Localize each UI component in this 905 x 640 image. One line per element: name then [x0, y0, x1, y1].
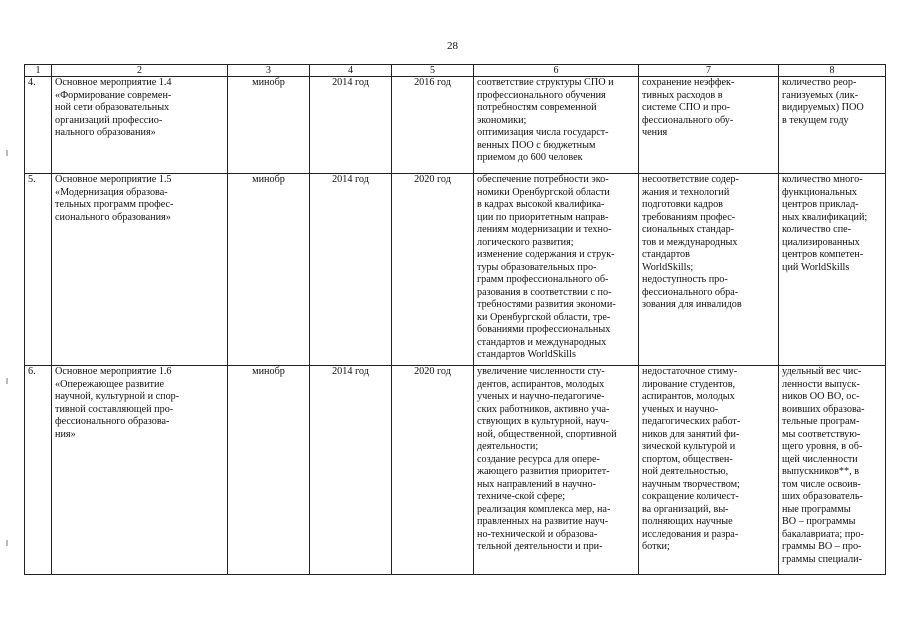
left-margin-mark	[6, 150, 8, 156]
cell-line: «Модернизация образова-	[55, 186, 168, 198]
cell-line: сионального образования»	[55, 211, 171, 223]
cell-line: ученых и научно-	[642, 403, 719, 415]
cell-line: ВО – программы	[782, 516, 856, 527]
cell-line: тельных программ профес-	[55, 199, 174, 210]
cell-line: номики Оренбургской области	[477, 186, 610, 198]
consequences-cell	[639, 366, 779, 575]
start-year-cell: 2014 год	[310, 77, 392, 174]
table-row	[25, 174, 886, 366]
column-header: 1	[25, 65, 52, 77]
cell-line: ников ОО ВО, ос-	[782, 391, 860, 402]
cell-line: но-технической и образова-	[477, 528, 598, 540]
cell-line: ганизуемых (лик-	[782, 89, 859, 101]
cell-line: ленности выпуск-	[782, 378, 860, 390]
cell-line: тельные програм-	[782, 416, 860, 427]
cell-line: изменение содержания и струк-	[477, 249, 615, 260]
cell-line: реализация комплекса мер, на-	[477, 503, 611, 515]
cell-line: требностями развития экономи-	[477, 299, 616, 310]
cell-line: сиональных стандар-	[642, 224, 735, 235]
cell-line: центров приклад-	[782, 199, 859, 210]
cell-line: оптимизация числа государст-	[477, 127, 609, 138]
left-margin-mark	[6, 378, 8, 384]
cell-line: сокращение количест-	[642, 491, 739, 502]
executor-cell: минобр	[228, 77, 310, 174]
cell-line: ботки;	[642, 541, 670, 552]
end-year-cell: 2016 год	[392, 77, 474, 174]
cell-line: аспирантов, молодых	[642, 391, 735, 402]
cell-line: «Опережающее развитие	[55, 378, 164, 390]
cell-line: сохранение неэффек-	[642, 77, 735, 88]
column-header: 8	[779, 65, 886, 77]
indicators-cell	[779, 174, 886, 366]
table-row	[25, 366, 886, 575]
page-number: 28	[447, 40, 458, 52]
cell-line: выпускников**, в	[782, 466, 860, 477]
cell-line: ных направлений в научно-	[477, 478, 596, 490]
expected-result-cell	[474, 77, 639, 174]
cell-line: разования в соответствии с по-	[477, 286, 612, 298]
cell-line: граммы ВО – про-	[782, 541, 862, 552]
cell-line: количество реор-	[782, 77, 857, 88]
cell-line: количество спе-	[782, 224, 852, 235]
cell-line: щей численности	[782, 453, 858, 465]
cell-line: фессионального обу-	[642, 114, 734, 126]
left-margin-mark	[6, 540, 8, 546]
cell-line: лениям модернизации и техно-	[477, 224, 612, 235]
cell-line: бованиями профессиональных	[477, 324, 611, 335]
start-year-cell: 2014 год	[310, 366, 392, 575]
cell-line: WorldSkills;	[642, 261, 694, 273]
cell-line: спортом, обществен-	[642, 453, 733, 465]
activity-name-cell	[52, 174, 228, 366]
cell-line: стандартов WorldSkills	[477, 349, 576, 360]
cell-line: «Формирование современ-	[55, 89, 172, 101]
cell-line: тивной составляющей про-	[55, 403, 174, 415]
cell-line: стандартов	[642, 249, 690, 260]
cell-line: удельный вес чис-	[782, 366, 862, 377]
cell-line: том числе освоив-	[782, 478, 861, 490]
executor-cell: минобр	[228, 174, 310, 366]
cell-line: туры образовательных про-	[477, 261, 597, 273]
indicators-cell	[779, 366, 886, 575]
cell-line: Основное мероприятие 1.5	[55, 174, 172, 185]
cell-line: потребностям современной	[477, 102, 597, 113]
cell-line: ных квалификаций;	[782, 211, 868, 223]
cell-line: ций WorldSkills	[782, 261, 850, 273]
cell-line: чения	[642, 127, 668, 138]
cell-line: приемом до 600 человек	[477, 152, 583, 163]
cell-line: жания и технологий	[642, 186, 730, 198]
cell-line: правленных на развитие науч-	[477, 516, 609, 527]
cell-line: требованиям профес-	[642, 211, 736, 223]
cell-line: ников для занятий фи-	[642, 428, 740, 440]
cell-line: техниче-ской сфере;	[477, 491, 566, 502]
cell-line: воивших образова-	[782, 403, 865, 415]
cell-line: тельной деятельности и при-	[477, 541, 603, 552]
cell-line: стандартов и международных	[477, 336, 607, 348]
end-year-cell: 2020 год	[392, 366, 474, 575]
cell-line: недоступность про-	[642, 274, 728, 285]
row-number-cell: 5.	[25, 174, 52, 366]
activity-name-cell	[52, 77, 228, 174]
cell-line: количество много-	[782, 174, 863, 185]
cell-line: Основное мероприятие 1.4	[55, 77, 172, 88]
row-number-cell: 4.	[25, 77, 52, 174]
executor-cell: минобр	[228, 366, 310, 575]
consequences-cell	[639, 174, 779, 366]
column-header: 4	[310, 65, 392, 77]
cell-line: тов и международных	[642, 236, 738, 248]
cell-line: фессионального обра-	[642, 286, 739, 298]
cell-line: в текущем году	[782, 114, 849, 126]
cell-line: организаций профессио-	[55, 114, 163, 126]
cell-line: увеличение численности сту-	[477, 366, 605, 377]
cell-line: ва организаций, вы-	[642, 503, 729, 515]
column-header: 2	[52, 65, 228, 77]
cell-line: фессионального образова-	[55, 416, 170, 427]
cell-line: жающего развития приоритет-	[477, 466, 610, 477]
table-row	[25, 77, 886, 174]
cell-line: подготовки кадров	[642, 199, 723, 210]
cell-line: мы соответствую-	[782, 428, 861, 440]
cell-line: ствующих в культурной, науч-	[477, 416, 609, 427]
column-header: 6	[474, 65, 639, 77]
cell-line: соответствие структуры СПО и	[477, 77, 614, 88]
start-year-cell: 2014 год	[310, 174, 392, 366]
cell-line: ских работников, активно уча-	[477, 403, 610, 415]
cell-line: ной деятельностью,	[642, 466, 729, 477]
cell-line: циализированных	[782, 236, 860, 248]
cell-line: дентов, аспирантов, молодых	[477, 378, 605, 390]
expected-result-cell	[474, 366, 639, 575]
cell-line: функциональных	[782, 186, 858, 198]
cell-line: ной, общественной, спортивной	[477, 428, 617, 440]
cell-line: деятельности;	[477, 441, 539, 452]
cell-line: педагогических работ-	[642, 416, 741, 427]
cell-line: ки Оренбургской области, тре-	[477, 311, 611, 323]
end-year-cell: 2020 год	[392, 174, 474, 366]
cell-line: создание ресурса для опере-	[477, 453, 600, 465]
cell-line: венных ПОО с бюджетным	[477, 139, 596, 151]
column-header: 5	[392, 65, 474, 77]
cell-line: нального образования»	[55, 127, 156, 138]
plan-table	[24, 64, 886, 575]
cell-line: логического развития;	[477, 236, 574, 248]
cell-line: ученых и научно-педагогиче-	[477, 391, 605, 402]
consequences-cell	[639, 77, 779, 174]
column-header: 3	[228, 65, 310, 77]
indicators-cell	[779, 77, 886, 174]
cell-line: бакалавриата; про-	[782, 528, 864, 540]
cell-line: обеспечение потребности эко-	[477, 174, 609, 185]
cell-line: ния»	[55, 428, 76, 440]
cell-line: граммы специали-	[782, 553, 863, 565]
cell-line: несоответствие содер-	[642, 174, 739, 185]
cell-line: научным творчеством;	[642, 478, 740, 490]
cell-line: ные программы	[782, 503, 851, 515]
cell-line: исследования и разра-	[642, 528, 739, 540]
cell-line: лирование студентов,	[642, 378, 736, 390]
cell-line: грамм профессионального об-	[477, 274, 609, 285]
cell-line: ших образователь-	[782, 491, 863, 502]
cell-line: системе СПО и про-	[642, 102, 731, 113]
row-number-cell: 6.	[25, 366, 52, 575]
expected-result-cell	[474, 174, 639, 366]
cell-line: профессионального обучения	[477, 89, 606, 101]
cell-line: центров компетен-	[782, 249, 864, 260]
cell-line: ной сети образовательных	[55, 102, 170, 113]
cell-line: ции по приоритетным направ-	[477, 211, 609, 223]
cell-line: недостаточное стиму-	[642, 366, 738, 377]
cell-line: научной, культурной и спор-	[55, 391, 180, 402]
cell-line: полняющих научные	[642, 516, 733, 527]
cell-line: зования для инвалидов	[642, 299, 742, 310]
cell-line: в кадрах высокой квалифика-	[477, 199, 605, 210]
cell-line: видируемых) ПОО	[782, 102, 864, 113]
cell-line: экономики;	[477, 114, 527, 126]
cell-line: Основное мероприятие 1.6	[55, 366, 172, 377]
cell-line: тивных расходов в	[642, 89, 723, 101]
column-header: 7	[639, 65, 779, 77]
cell-line: зической культурой и	[642, 441, 736, 452]
activity-name-cell	[52, 366, 228, 575]
header-row	[25, 65, 886, 77]
cell-line: щего уровня, в об-	[782, 441, 863, 452]
